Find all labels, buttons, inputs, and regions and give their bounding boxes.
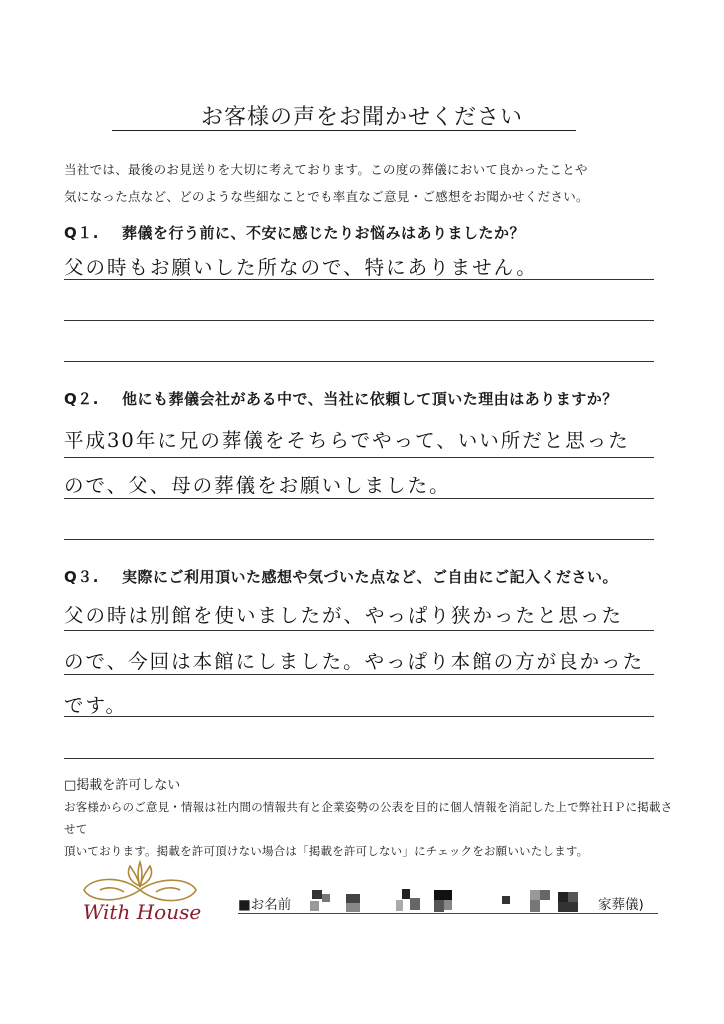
answer-rule [64,539,654,540]
answer-2-line-2: ので、父、母の葬儀をお願いしました。 [64,474,451,497]
privacy-notice [64,796,674,862]
question-1 [64,222,525,243]
answer-rule [64,457,654,458]
privacy-notice-line-2: 頂いております。掲載を許可頂けない場合は「掲載を許可しない」にチェックをお願いいたします。 [64,844,589,858]
answer-3-line-2: ので、今回は本館にしました。やっぱり本館の方が良かった [64,650,645,673]
name-underline [238,913,658,914]
answer-rule [64,320,654,321]
logo-wordmark: With House [82,900,202,924]
answer-3-line-3: です。 [64,694,127,717]
question-2-text: 他にも葬儀会社がある中で、当社に依頼して頂いた理由はありますか？ [122,390,618,408]
question-3-number: Q３. [64,568,99,586]
answer-rule [64,498,654,499]
page-title: お客様の声をお聞かせください [200,105,523,130]
title-underline [112,130,576,131]
answer-rule [64,279,654,280]
intro-line-1: 当社では、最後のお見送りを大切に考えております。この度の葬儀において良かったことや [64,162,588,177]
intro-line-2: 気になった点など、どのような些細なことでも率直なご意見・ご感想をお聞かせください。 [64,189,589,204]
name-suffix: 家葬儀) [598,897,644,913]
answer-2-line-1: 平成30年に兄の葬儀をそちらでやって、いい所だと思った [64,429,630,452]
answer-rule [64,716,654,717]
question-1-text: 葬儀を行う前に、不安に感じたりお悩みはありましたか？ [122,224,526,242]
question-1-number: Q１. [64,224,99,242]
answer-1-line-1: 父の時もお願いした所なので、特にありません。 [64,256,538,279]
question-2 [64,388,618,409]
publish-opt-out-checkbox[interactable]: □掲載を許可しない [64,778,181,793]
answer-rule [64,361,654,362]
answer-rule [64,674,654,675]
answer-3-line-1: 父の時は別館を使いましたが、やっぱり狭かったと思った [64,604,624,627]
privacy-notice-line-1: お客様からのご意見・情報は社内間の情報共有と企業姿勢の公表を目的に個人情報を消記した上で弊社ＨＰに掲載させて [64,800,673,836]
question-2-number: Q２. [64,390,99,408]
redacted-name-mosaic [306,886,588,916]
answer-rule [64,630,654,631]
answer-rule [64,758,654,759]
intro-text [64,156,664,210]
name-label: ■お名前 [238,897,292,913]
question-3 [64,566,618,587]
question-3-text: 実際にご利用頂いた感想や気づいた点など、ご自由にご記入ください。 [122,568,619,586]
